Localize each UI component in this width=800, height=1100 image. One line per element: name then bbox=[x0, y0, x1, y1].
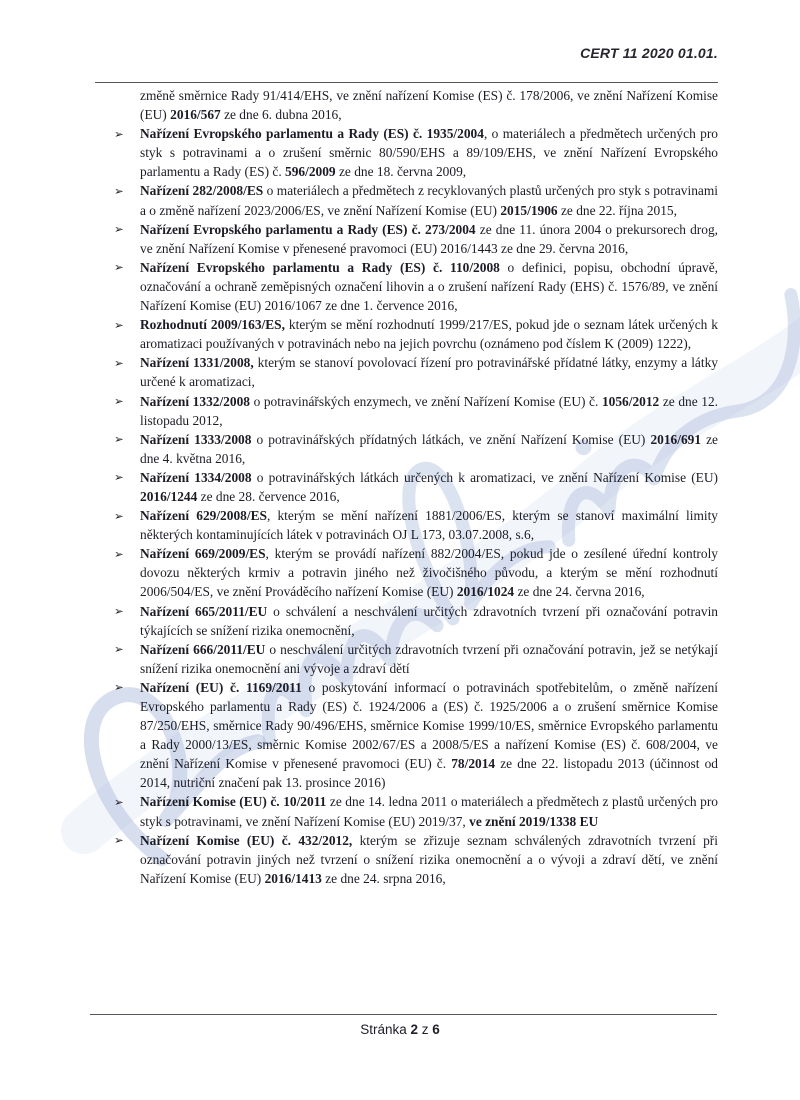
text-segment: o schválení a neschválení určitých zdravotních tvrzení při označování potravin týkajících se snížení rizika onemocnění, bbox=[140, 603, 718, 638]
text-segment: ze dne 24. června 2016, bbox=[514, 584, 645, 600]
page-number bbox=[0, 1022, 800, 1037]
text-segment: 2016/691 bbox=[650, 431, 702, 447]
text-segment: o potravinářských přídatných látkách, ve znění Nařízení Komise (EU) bbox=[251, 431, 651, 447]
text-segment: kterým se zřizuje seznam schválených zdravotních tvrzení při označování potravin jiných než tvrzení o snížení rizika onemocnění a o vývoji a zdraví dětí, ve znění Nařízení Komise (EU) bbox=[140, 832, 718, 886]
regulation-item bbox=[114, 640, 718, 678]
footer-divider bbox=[90, 1014, 717, 1015]
text-segment: 1056/2012 bbox=[601, 393, 660, 409]
text-segment: ze dne 4. května 2016, bbox=[140, 431, 718, 466]
text-segment: Nařízení 1333/2008 bbox=[140, 431, 252, 447]
arrowhead-bullet-icon: ➢ bbox=[114, 508, 124, 523]
text-segment: kterým se stanoví povolovací řízení pro potravinářské přídatné látky, enzymy a látky určené k aromatizaci, bbox=[140, 355, 718, 390]
text-segment: , o materiálech a předmětech určených pro styk s potravinami a o zrušení směrnic 80/590/EHS a 89/109/EHS, ve znění Nařízení Evropského parlamentu a Rady (ES) č. bbox=[140, 126, 718, 180]
text-segment: ze dne 18. června 2009, bbox=[335, 164, 467, 180]
text-segment: o potravinářských enzymech, ve znění Nařízení Komise (EU) č. bbox=[249, 393, 602, 409]
text-segment: o definici, popisu, obchodní úpravě, označování a ochraně zeměpisných označení lihovin a o zrušení nařízení Rady (EHS) č. 1576/89, ve znění Nařízení Komise (EU) 2016/1067 ze dne 1. července 2016, bbox=[140, 259, 718, 314]
regulation-item bbox=[114, 602, 718, 640]
arrowhead-bullet-icon: ➢ bbox=[114, 222, 124, 237]
arrowhead-bullet-icon: ➢ bbox=[114, 833, 124, 848]
text-segment: Nařízení Evropského parlamentu a Rady (ES) č. 110/2008 bbox=[140, 259, 500, 275]
regulation-item bbox=[114, 392, 718, 430]
regulation-item bbox=[114, 678, 718, 793]
carryover-paragraph bbox=[140, 86, 718, 124]
text-segment: 596/2009 bbox=[285, 164, 336, 180]
arrowhead-bullet-icon: ➢ bbox=[114, 183, 124, 198]
text-segment: Nařízení Komise (EU) č. 10/2011 bbox=[140, 794, 327, 810]
page-number-label: Stránka bbox=[360, 1022, 407, 1037]
regulation-item bbox=[114, 468, 718, 506]
regulation-list bbox=[114, 124, 718, 888]
text-segment: Nařízení 669/2009/ES bbox=[140, 546, 266, 562]
text-segment: Nařízení 666/2011/EU bbox=[140, 641, 266, 657]
text-segment: 78/2014 bbox=[451, 756, 496, 772]
header-divider bbox=[95, 82, 718, 83]
text-segment: ze dne 12. listopadu 2012, bbox=[140, 393, 718, 428]
regulation-item bbox=[114, 430, 718, 468]
arrowhead-bullet-icon: ➢ bbox=[114, 260, 124, 275]
page-number-current: 2 bbox=[410, 1022, 418, 1037]
regulation-item bbox=[114, 315, 718, 353]
page-number-of: z bbox=[421, 1022, 429, 1037]
text-segment: o poskytování informací o potravinách spotřebitelům, o změně nařízení Evropského parlamentu a Rady (ES) č. 1924/2006 a (ES) č. 1925/2006 a o zrušení směrnice Komise 87/250/EHS, směrnice Rady 90/496/EHS, směrnice Komise 1999/10/ES, směrnice Evropského parlamentu a Rady 2000/13/ES, směrnic Komise 2002/67/ES a 2008/5/ES a nařízení Komise (ES) č. 608/2004, ve znění Nařízení Komise v přenesené pravomoci (EU) č. bbox=[140, 679, 718, 772]
text-segment: Nařízení 1331/2008, bbox=[140, 355, 254, 371]
regulation-item bbox=[114, 544, 718, 601]
text-segment: ze dne 14. ledna 2011 o materiálech a předmětech z plastů určených pro styk s potravinami, ve znění Nařízení Komise (EU) 2019/37, bbox=[140, 794, 718, 829]
regulation-item bbox=[114, 831, 718, 888]
regulation-item bbox=[114, 258, 718, 315]
text-segment: ve znění 2019/1338 EU bbox=[469, 813, 599, 829]
text-segment: kterým se mění rozhodnutí 1999/217/ES, pokud jde o seznam látek určených k aromatizaci používaných v potravinách nebo na jejich povrchu (oznámeno pod číslem K (2009) 1222), bbox=[140, 317, 718, 352]
regulation-item bbox=[114, 220, 718, 258]
text-segment: Nařízení Evropského parlamentu a Rady (ES) č. 1935/2004 bbox=[140, 126, 484, 142]
text-segment: Nařízení 629/2008/ES bbox=[140, 508, 267, 524]
text-segment: 2016/567 bbox=[170, 107, 221, 123]
text-segment: ze dne 22. listopadu 2013 (účinnost od 2014, nutriční značení pak 13. prosince 2016) bbox=[140, 756, 718, 791]
text-segment: ze dne 24. srpna 2016, bbox=[321, 870, 446, 886]
text-segment: Rozhodnutí 2009/163/ES, bbox=[140, 317, 285, 333]
text-segment: Nařízení (EU) č. 1169/2011 bbox=[140, 679, 302, 695]
text-segment: 2015/1906 bbox=[500, 202, 558, 218]
text-segment: ze dne 22. října 2015, bbox=[557, 202, 677, 218]
arrowhead-bullet-icon: ➢ bbox=[114, 355, 124, 370]
text-segment: Nařízení Evropského parlamentu a Rady (ES) č. 273/2004 bbox=[140, 221, 476, 237]
arrowhead-bullet-icon: ➢ bbox=[114, 794, 124, 809]
text-segment: ze dne 28. července 2016, bbox=[197, 488, 340, 504]
text-segment: 2016/1244 bbox=[140, 488, 198, 504]
arrowhead-bullet-icon: ➢ bbox=[114, 394, 124, 408]
arrowhead-bullet-icon: ➢ bbox=[114, 470, 124, 485]
text-segment: , kterým se mění nařízení 1881/2006/ES, kterým se stanoví maximální limity některých kontaminujících látek v potravinách OJ L 173, 03.07.2008, s.6, bbox=[140, 508, 718, 543]
regulation-item bbox=[114, 792, 718, 830]
text-segment: o neschválení určitých zdravotních tvrzení při označování potravin, jež se netýkají snížení rizika onemocnění ani vývoje a zdraví dětí bbox=[140, 641, 718, 676]
text-segment: , kterým se provádí nařízení 882/2004/ES, pokud jde o zesílené úřední kontroly dovozu některých krmiv a potravin jiného než živočišného původu, a kterým se mění rozhodnutí 2006/504/ES, ve znění Prováděcího nařízení Komise (EU) bbox=[140, 546, 718, 600]
document-code: CERT 11 2020 01.01. bbox=[580, 45, 718, 61]
text-segment: Nařízení Komise (EU) č. 432/2012, bbox=[140, 832, 353, 848]
text-segment: ze dne 11. února 2004 o prekursorech drog, ve znění Nařízení Komise v přenesené pravomoci (EU) 2016/1443 ze dne 29. června 2016, bbox=[140, 221, 718, 256]
text-segment: Nařízení 1334/2008 bbox=[140, 469, 252, 485]
arrowhead-bullet-icon: ➢ bbox=[114, 680, 124, 695]
text-segment: změně směrnice Rady 91/414/EHS, ve znění nařízení Komise (ES) č. 178/2006, ve znění Nařízení Komise (EU) bbox=[140, 88, 718, 123]
text-segment: o potravinářských látkách určených k aromatizaci, ve znění Nařízení Komise (EU) bbox=[251, 469, 718, 485]
document-body bbox=[114, 86, 718, 888]
text-segment: Nařízení 282/2008/ES bbox=[140, 183, 264, 199]
text-segment: 2016/1413 bbox=[264, 870, 322, 886]
text-segment: o materiálech a předmětech z recyklovaných plastů určených pro styk s potravinami a o změně nařízení 2023/2006/ES, ve znění Nařízení Komise (EU) bbox=[140, 183, 718, 218]
arrowhead-bullet-icon: ➢ bbox=[114, 317, 124, 332]
arrowhead-bullet-icon: ➢ bbox=[114, 432, 124, 447]
text-segment: Nařízení 1332/2008 bbox=[140, 393, 250, 409]
text-segment: 2016/1024 bbox=[456, 584, 515, 600]
regulation-item bbox=[114, 506, 718, 544]
text-segment: Nařízení 665/2011/EU bbox=[140, 603, 268, 619]
arrowhead-bullet-icon: ➢ bbox=[114, 604, 124, 619]
text-segment: ze dne 6. dubna 2016, bbox=[220, 107, 342, 123]
page-number-total: 6 bbox=[432, 1022, 440, 1037]
regulation-item bbox=[114, 181, 718, 219]
arrowhead-bullet-icon: ➢ bbox=[114, 546, 124, 561]
arrowhead-bullet-icon: ➢ bbox=[114, 126, 124, 141]
regulation-item bbox=[114, 124, 718, 181]
arrowhead-bullet-icon: ➢ bbox=[114, 642, 124, 657]
regulation-item bbox=[114, 353, 718, 391]
